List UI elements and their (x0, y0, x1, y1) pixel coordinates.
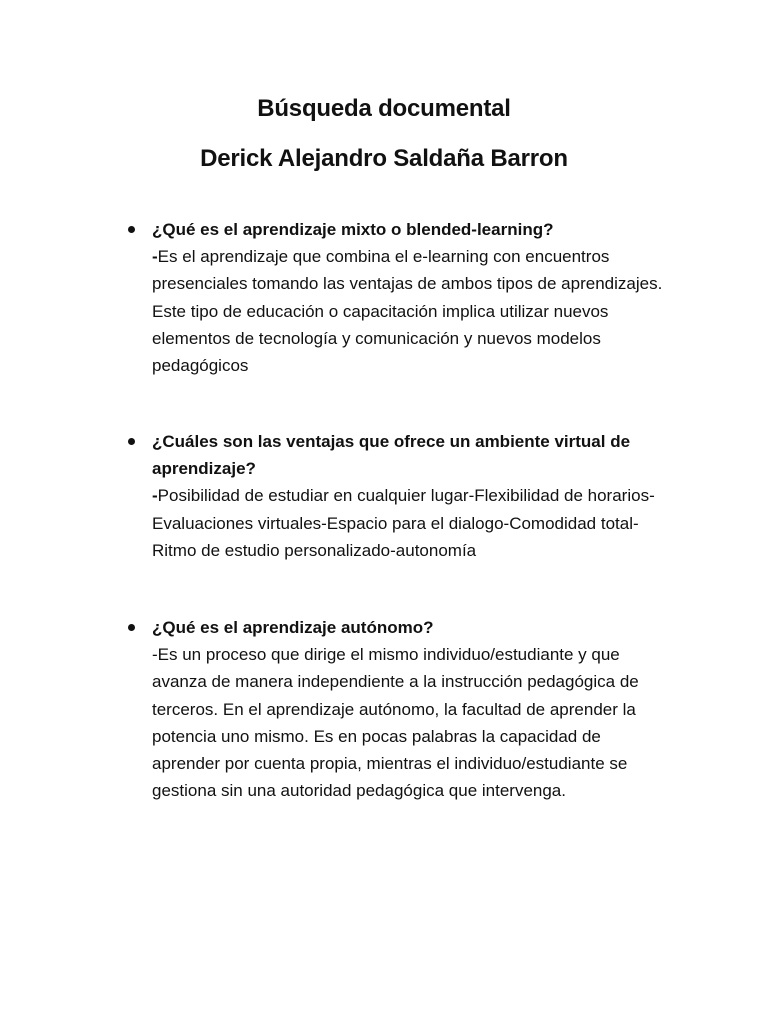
answer-body: -Es un proceso que dirige el mismo individuo/estudiante y que avanza de manera independiente a la instrucción pedagógica de terceros. En el aprendizaje autónomo, la facultad de aprender la potencia uno mismo. Es en pocas palabras la capacidad de aprender por cuenta propia, mientras el individuo/estudiante se gestiona sin una autoridad pedagógica que intervenga. (152, 645, 639, 801)
document-author: Derick Alejandro Saldaña Barron (200, 145, 568, 172)
answer-text (152, 641, 667, 804)
document-title: Búsqueda documental (257, 95, 511, 122)
question-text: ¿Qué es el aprendizaje autónomo? (152, 618, 434, 637)
list-item-content (152, 428, 667, 564)
bullet-icon (128, 624, 135, 631)
answer-dash: - (152, 486, 158, 506)
bullet-icon (128, 438, 135, 445)
answer-text (152, 482, 667, 564)
answer-body: Posibilidad de estudiar en cualquier lugar-Flexibilidad de horarios-Evaluaciones virtuales-Espacio para el dialogo-Comodidad total-Ritmo de estudio personalizado-autonomía (152, 486, 655, 560)
question-text: ¿Cuáles son las ventajas que ofrece un ambiente virtual de aprendizaje? (152, 432, 631, 479)
list-item-content (152, 614, 667, 804)
answer-text (152, 243, 667, 379)
question-text: ¿Qué es el aprendizaje mixto o blended-learning? (152, 220, 554, 239)
bullet-icon (128, 226, 135, 233)
answer-dash: - (152, 247, 158, 267)
answer-body: Es el aprendizaje que combina el e-learning con encuentros presenciales tomando las ventajas de ambos tipos de aprendizajes. Este tipo de educación o capacitación implica utilizar nuevos elementos de tecnología y comunicación y nuevos modelos pedagógicos (152, 247, 663, 376)
list-item-content (152, 216, 667, 379)
